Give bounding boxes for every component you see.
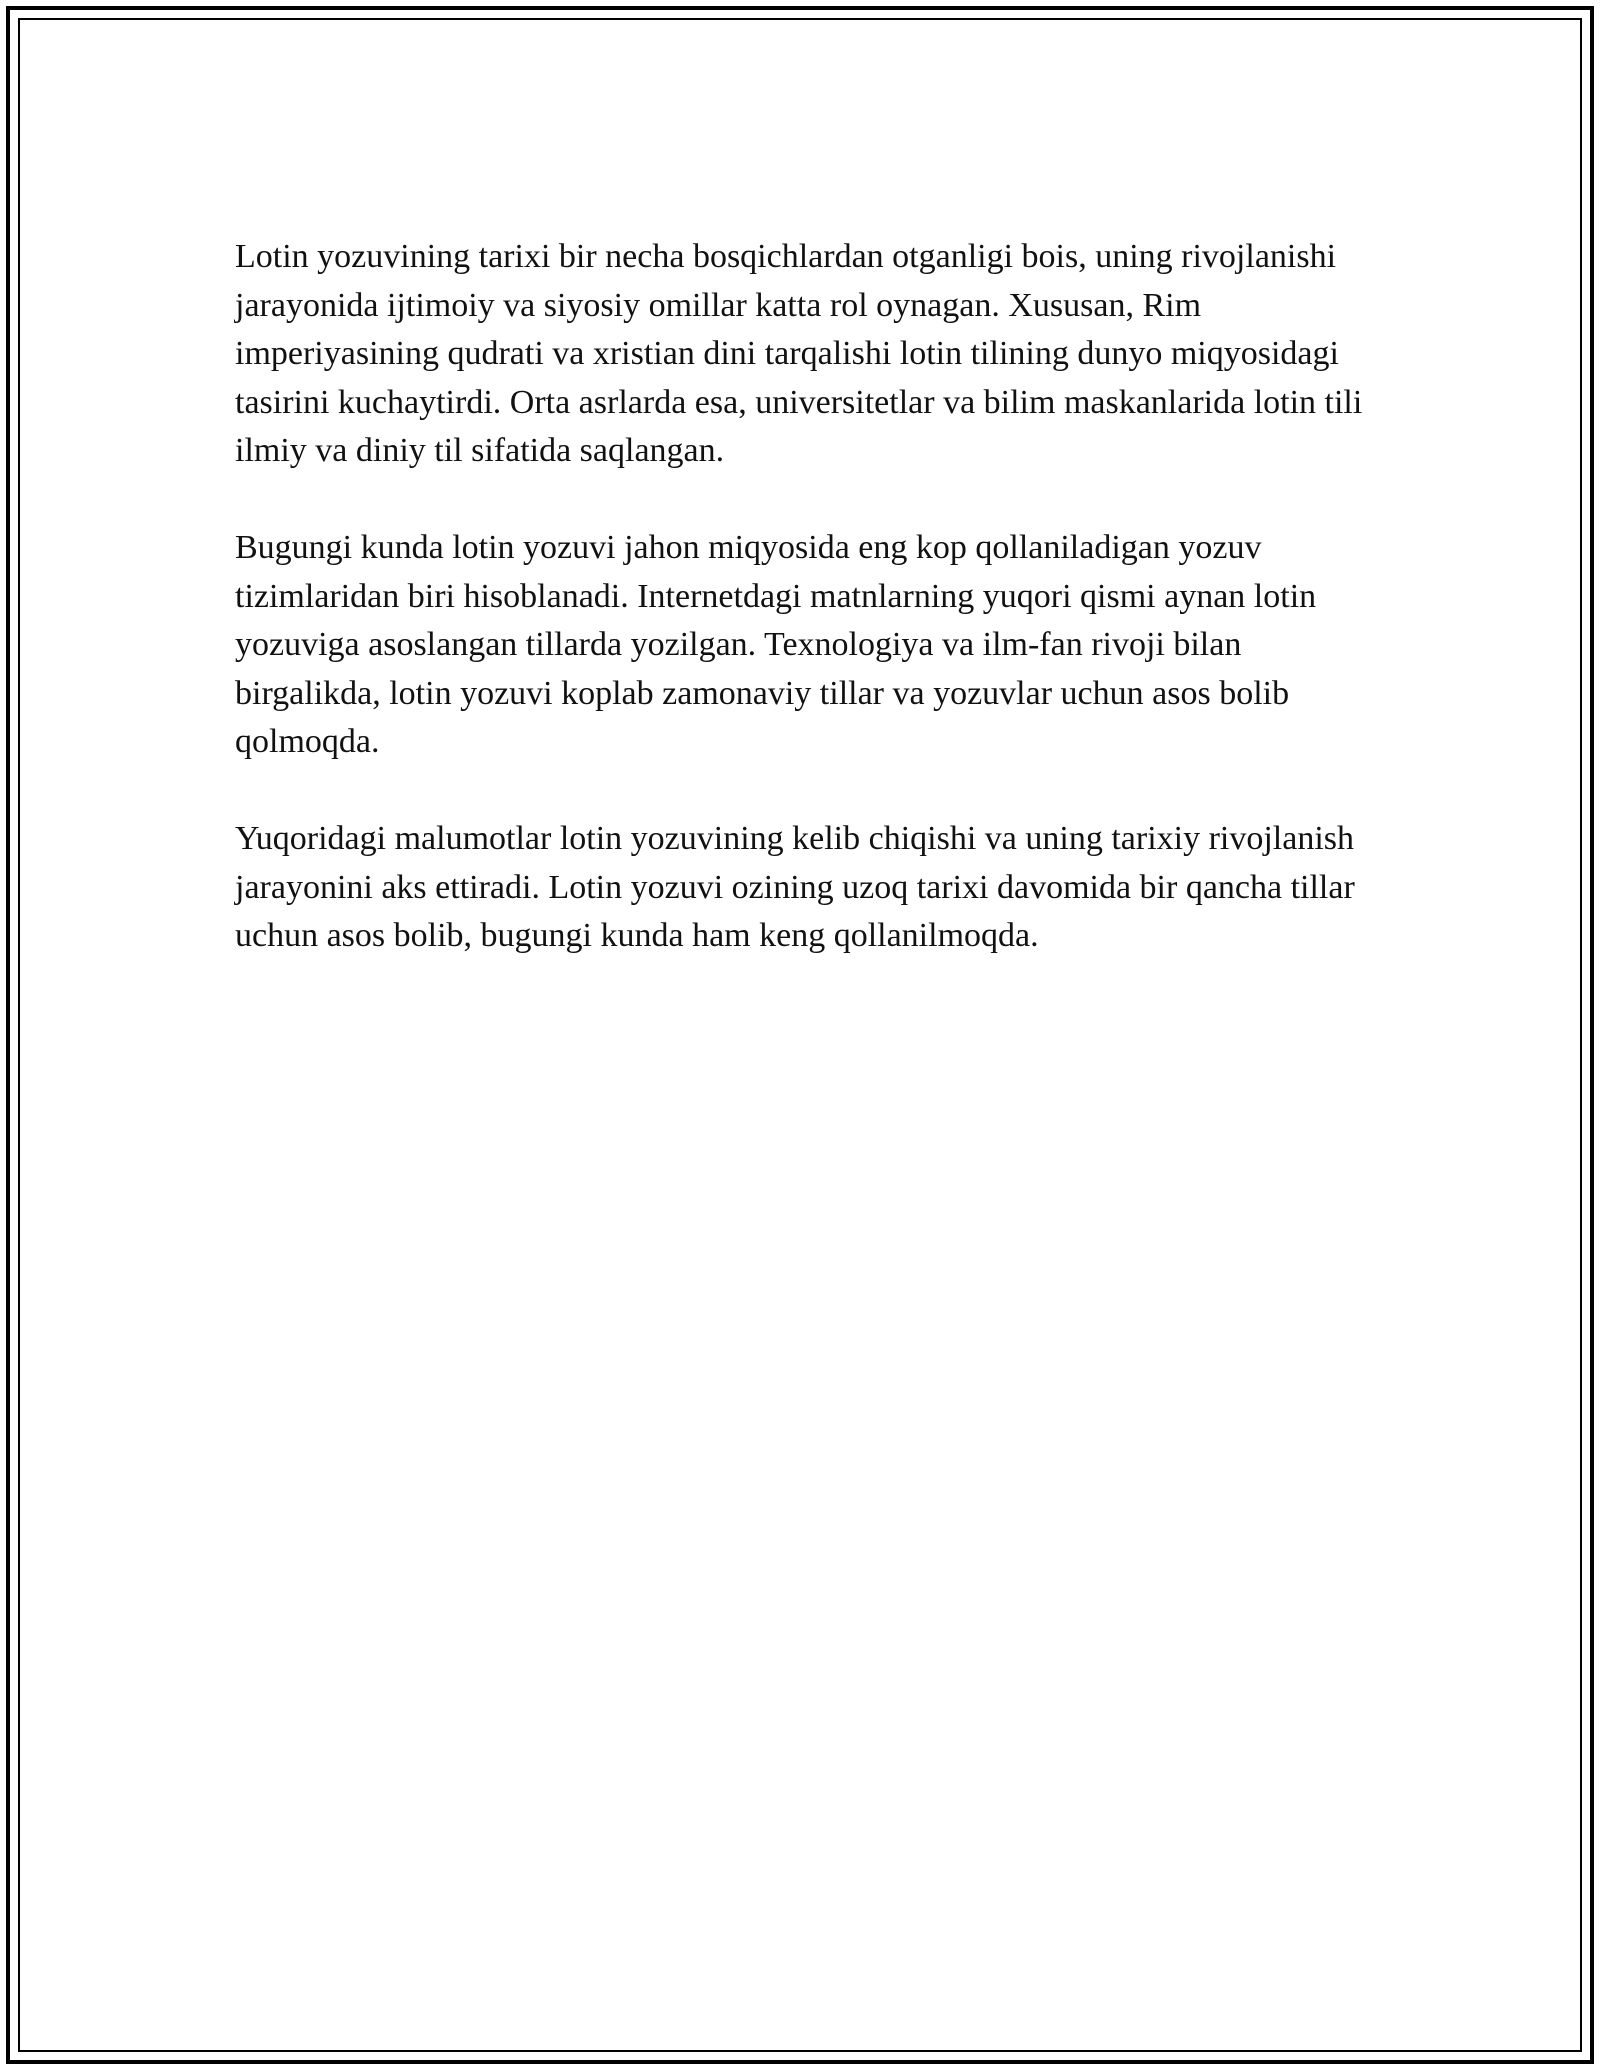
paragraph-2: Bugungi kunda lotin yozuvi jahon miqyosida eng kop qollaniladigan yozuv tizimlaridan biri hisoblanadi. Internetdagi matnlarning yuqori qismi aynan lotin yozuviga asoslangan tillarda yozilgan. Texnologiya va ilm-fan rivoji bilan birgalikda, lotin yozuvi koplab zamonaviy tillar va yozuvlar uchun asos bolib qolmoqda. (235, 529, 1317, 760)
document-body (235, 233, 1365, 1009)
paragraph-3: Yuqoridagi malumotlar lotin yozuvining kelib chiqishi va uning tarixiy rivojlanish jarayonini aks ettiradi. Lotin yozuvi ozining uzoq tarixi davomida bir qancha tillar uchun asos bolib, bugungi kunda ham keng qollanilmoqda. (235, 820, 1355, 954)
paragraph-1: Lotin yozuvining tarixi bir necha bosqichlardan otganligi bois, uning rivojlanishi jarayonida ijtimoiy va siyosiy omillar katta rol oynagan. Xususan, Rim imperiyasining qudrati va xristian dini tarqalishi lotin tilining dunyo miqyosidagi tasirini kuchaytirdi. Orta asrlarda esa, universitetlar va bilim maskanlarida lotin tili ilmiy va diniy til sifatida saqlangan. (235, 238, 1363, 469)
